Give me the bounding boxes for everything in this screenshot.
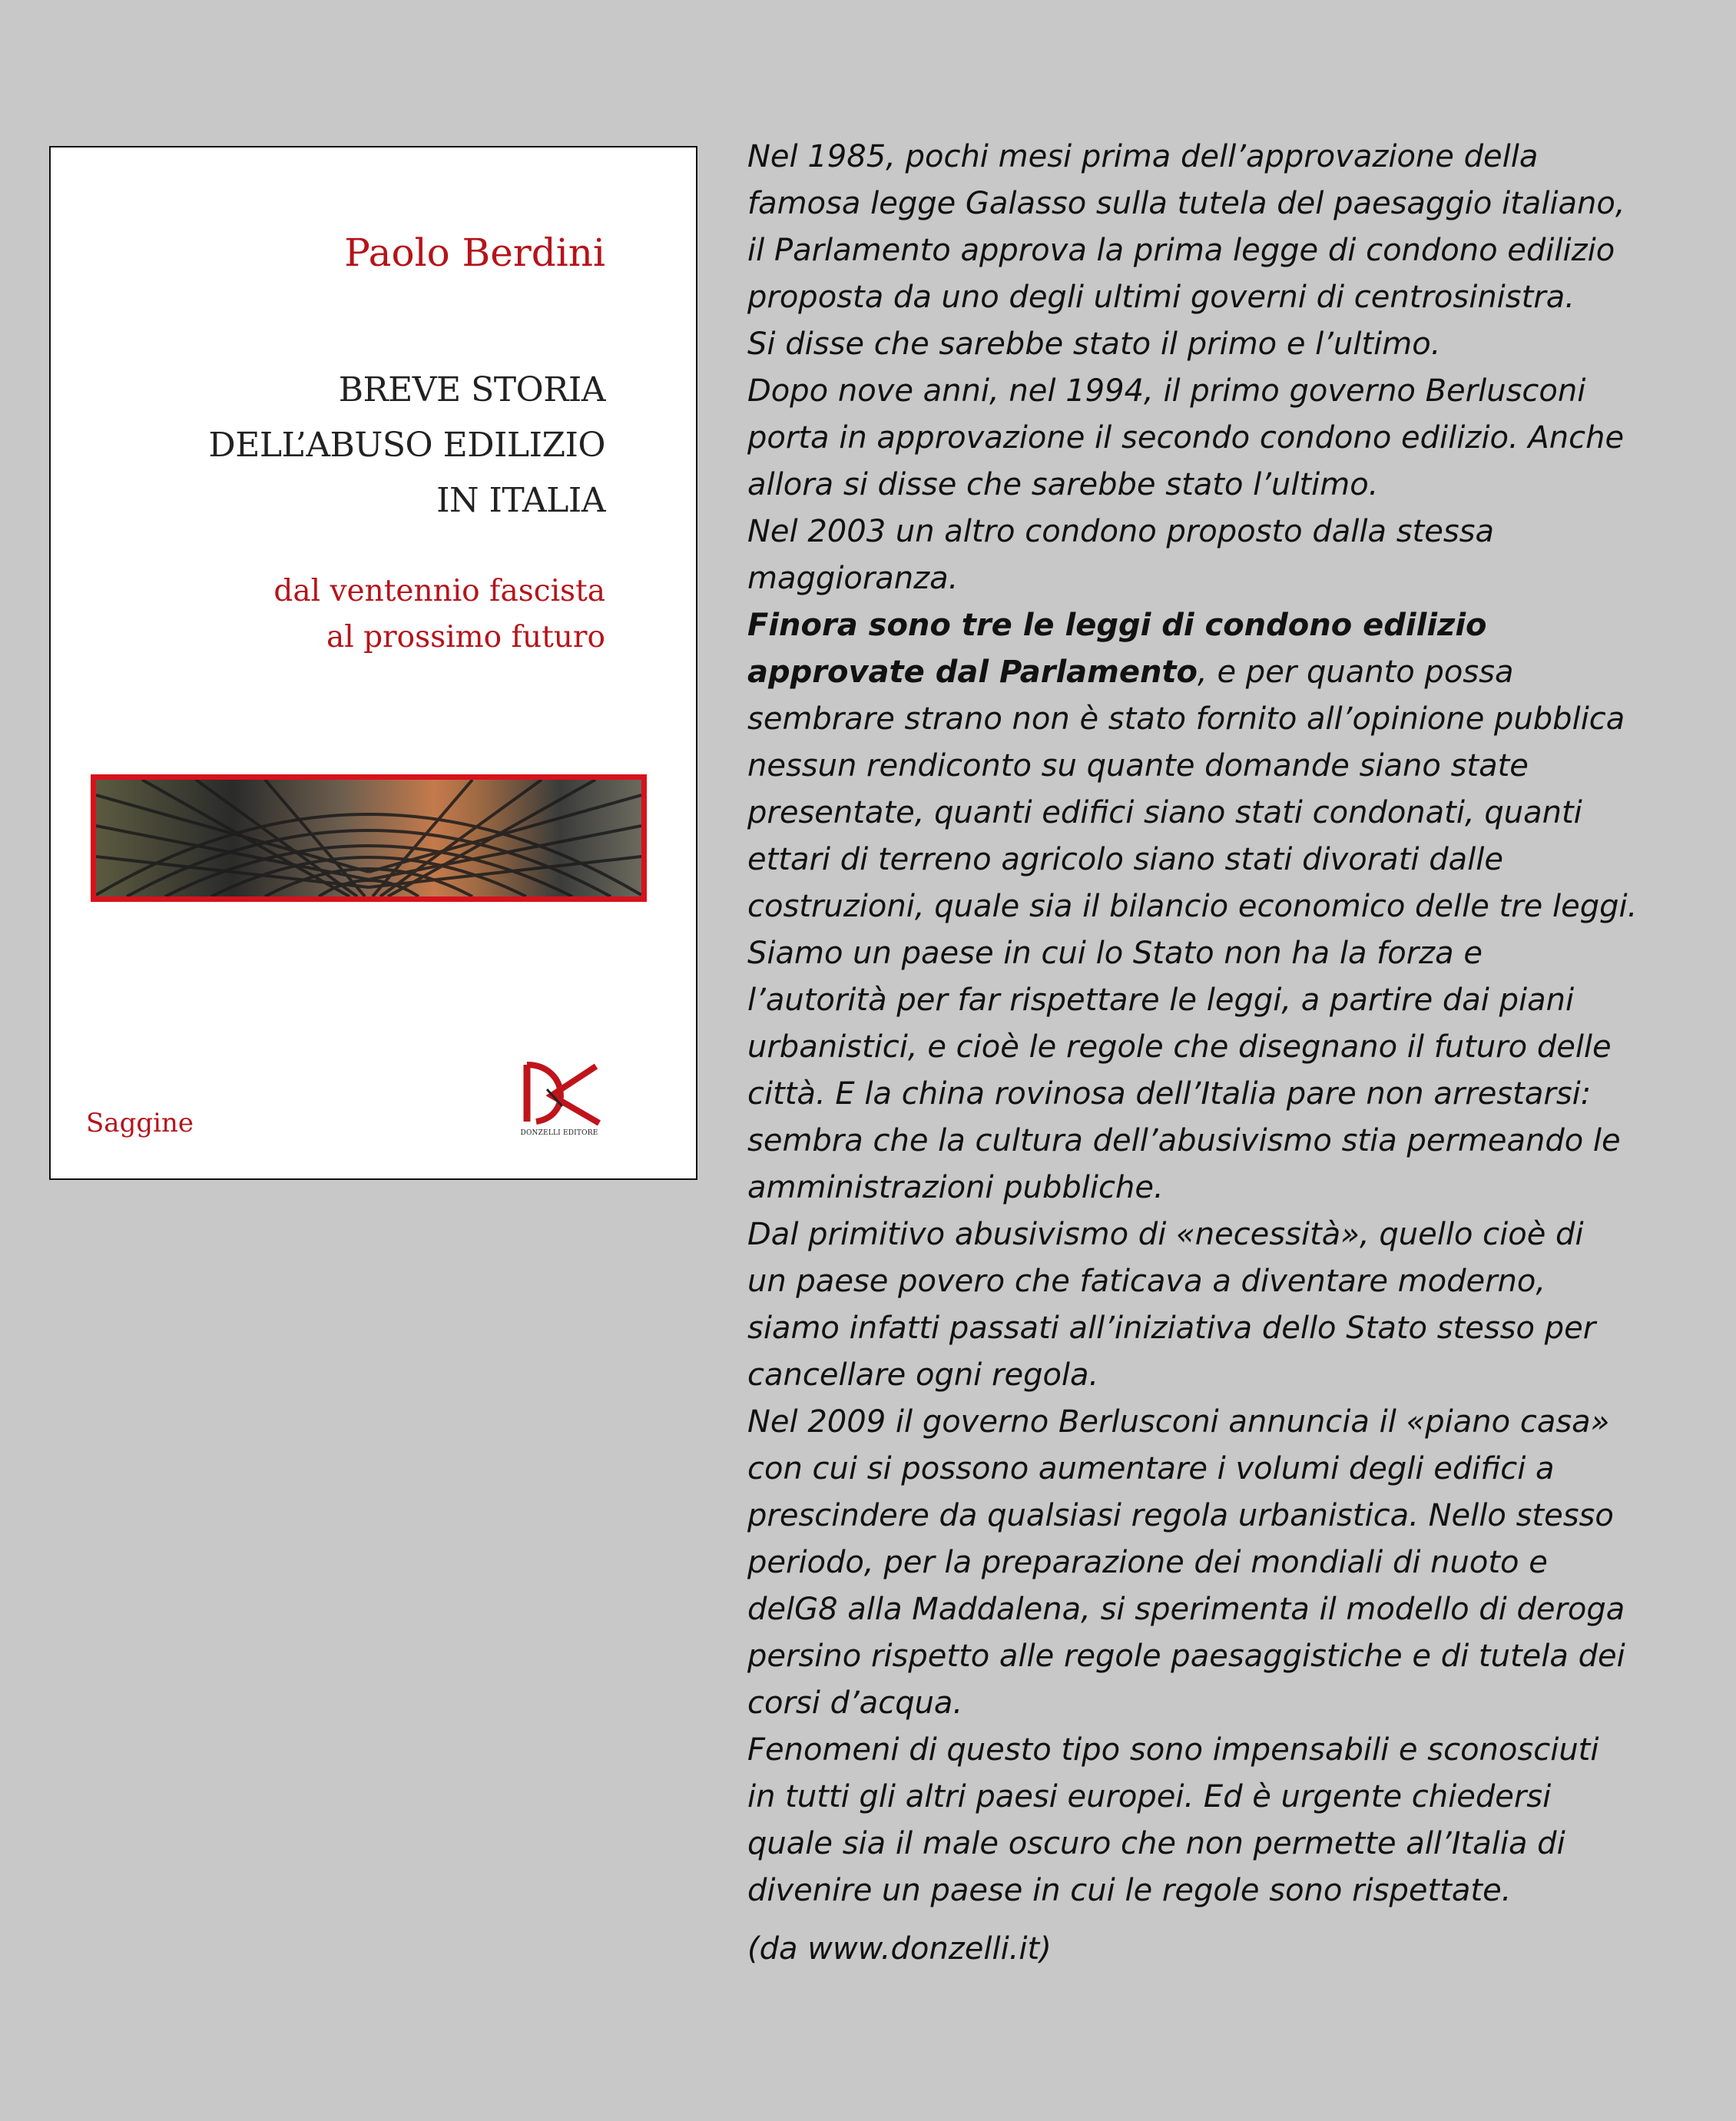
description-line: amministrazioni pubbliche.: [747, 1170, 1164, 1205]
description-line: maggioranza.: [747, 561, 959, 596]
description-line: con cui si possono aumentare i volumi degli edifici a: [747, 1451, 1555, 1486]
bold-text: approvate dal Parlamento: [747, 655, 1198, 690]
publisher-name: DONZELLI EDITORE: [520, 1129, 598, 1137]
description-line: costruzioni, quale sia il bilancio economico delle tre leggi.: [747, 889, 1638, 924]
book-subtitle-line: dal ventennio fascista: [273, 574, 605, 608]
inline-text: , e per quanto possa: [1198, 655, 1514, 690]
description-line: corsi d’acqua.: [747, 1685, 963, 1721]
description-line: Siamo un paese in cui lo Stato non ha la forza e: [747, 936, 1483, 971]
description-line: l’autorità per far rispettare le leggi, a partire dai piani: [747, 983, 1575, 1018]
description-line: Nel 2009 il governo Berlusconi annuncia il «piano casa»: [747, 1404, 1610, 1440]
description-line: Nel 1985, pochi mesi prima dell’approvazione della: [747, 139, 1539, 174]
description-line: Dal primitivo abusivismo di «necessità», quello cioè di: [747, 1217, 1584, 1252]
book-title-line: BREVE STORIA: [338, 370, 605, 409]
book-subtitle-line: al prossimo futuro: [326, 620, 605, 655]
description-line-mixed: [747, 649, 1692, 696]
description-line: quale sia il male oscuro che non permette all’Italia di: [747, 1826, 1565, 1861]
description-line: Fenomeni di questo tipo sono impensabili e sconosciuti: [747, 1732, 1599, 1768]
bold-text: Finora sono tre le leggi di condono edilizio: [747, 608, 1487, 643]
description-line: prescindere da qualsiasi regola urbanistica. Nello stesso: [747, 1498, 1614, 1533]
book-cover: [49, 146, 697, 1180]
description-line: città. E la china rovinosa dell’Italia pare non arrestarsi:: [747, 1076, 1592, 1112]
description-line: in tutti gli altri paesi europei. Ed è urgente chiedersi: [747, 1779, 1552, 1814]
description-line: delG8 alla Maddalena, si sperimenta il modello di deroga: [747, 1592, 1625, 1627]
description-line: Si disse che sarebbe stato il primo e l’ultimo.: [747, 326, 1441, 362]
description-line: divenire un paese in cui le regole sono rispettate.: [747, 1873, 1512, 1908]
description-line: proposta da uno degli ultimi governi di centrosinistra.: [747, 280, 1575, 315]
description-line: Dopo nove anni, nel 1994, il primo governo Berlusconi: [747, 373, 1586, 409]
description-line: persino rispetto alle regole paesaggistiche e di tutela dei: [747, 1639, 1625, 1674]
book-description: [747, 134, 1692, 1914]
description-line: famosa legge Galasso sulla tutela del paesaggio italiano,: [747, 186, 1625, 221]
description-line: cancellare ogni regola.: [747, 1357, 1099, 1393]
description-line: nessun rendiconto su quante domande siano state: [747, 748, 1529, 784]
description-line: siamo infatti passati all’iniziativa dello Stato stesso per: [747, 1311, 1596, 1346]
book-title-line: DELL’ABUSO EDILIZIO: [208, 426, 605, 465]
book-title: [208, 363, 605, 529]
description-line: periodo, per la preparazione dei mondiali di nuoto e: [747, 1545, 1548, 1580]
book-series: Saggine: [86, 1108, 194, 1138]
book-title-line: IN ITALIA: [436, 481, 605, 520]
publisher-logo: [513, 1059, 605, 1143]
description-line: il Parlamento approva la prima legge di condono edilizio: [747, 233, 1615, 268]
description-line: urbanistici, e cioè le regole che disegnano il futuro delle: [747, 1029, 1612, 1065]
description-line: presentate, quanti edifici siano stati condonati, quanti: [747, 795, 1582, 830]
description-line: porta in approvazione il secondo condono edilizio. Anche: [747, 420, 1625, 456]
description-line: sembra che la cultura dell’abusivismo stia permeando le: [747, 1123, 1621, 1158]
description-line: ettari di terreno agricolo siano stati divorati dalle: [747, 842, 1503, 877]
description-line-bold: [747, 602, 1692, 649]
description-line: Nel 2003 un altro condono proposto dalla stessa: [747, 514, 1495, 549]
description-line: sembrare strano non è stato fornito all’opinione pubblica: [747, 701, 1625, 737]
tunnel-structure-image: [96, 780, 641, 896]
cover-photo: [91, 774, 647, 902]
publisher-logo-icon: [513, 1059, 605, 1128]
source-link: (da www.donzelli.it): [747, 1931, 1052, 1967]
book-author: Paolo Berdini: [344, 230, 605, 275]
description-line: un paese povero che faticava a diventare moderno,: [747, 1264, 1546, 1299]
description-line: allora si disse che sarebbe stato l’ultimo.: [747, 467, 1379, 502]
book-subtitle: [273, 568, 605, 661]
